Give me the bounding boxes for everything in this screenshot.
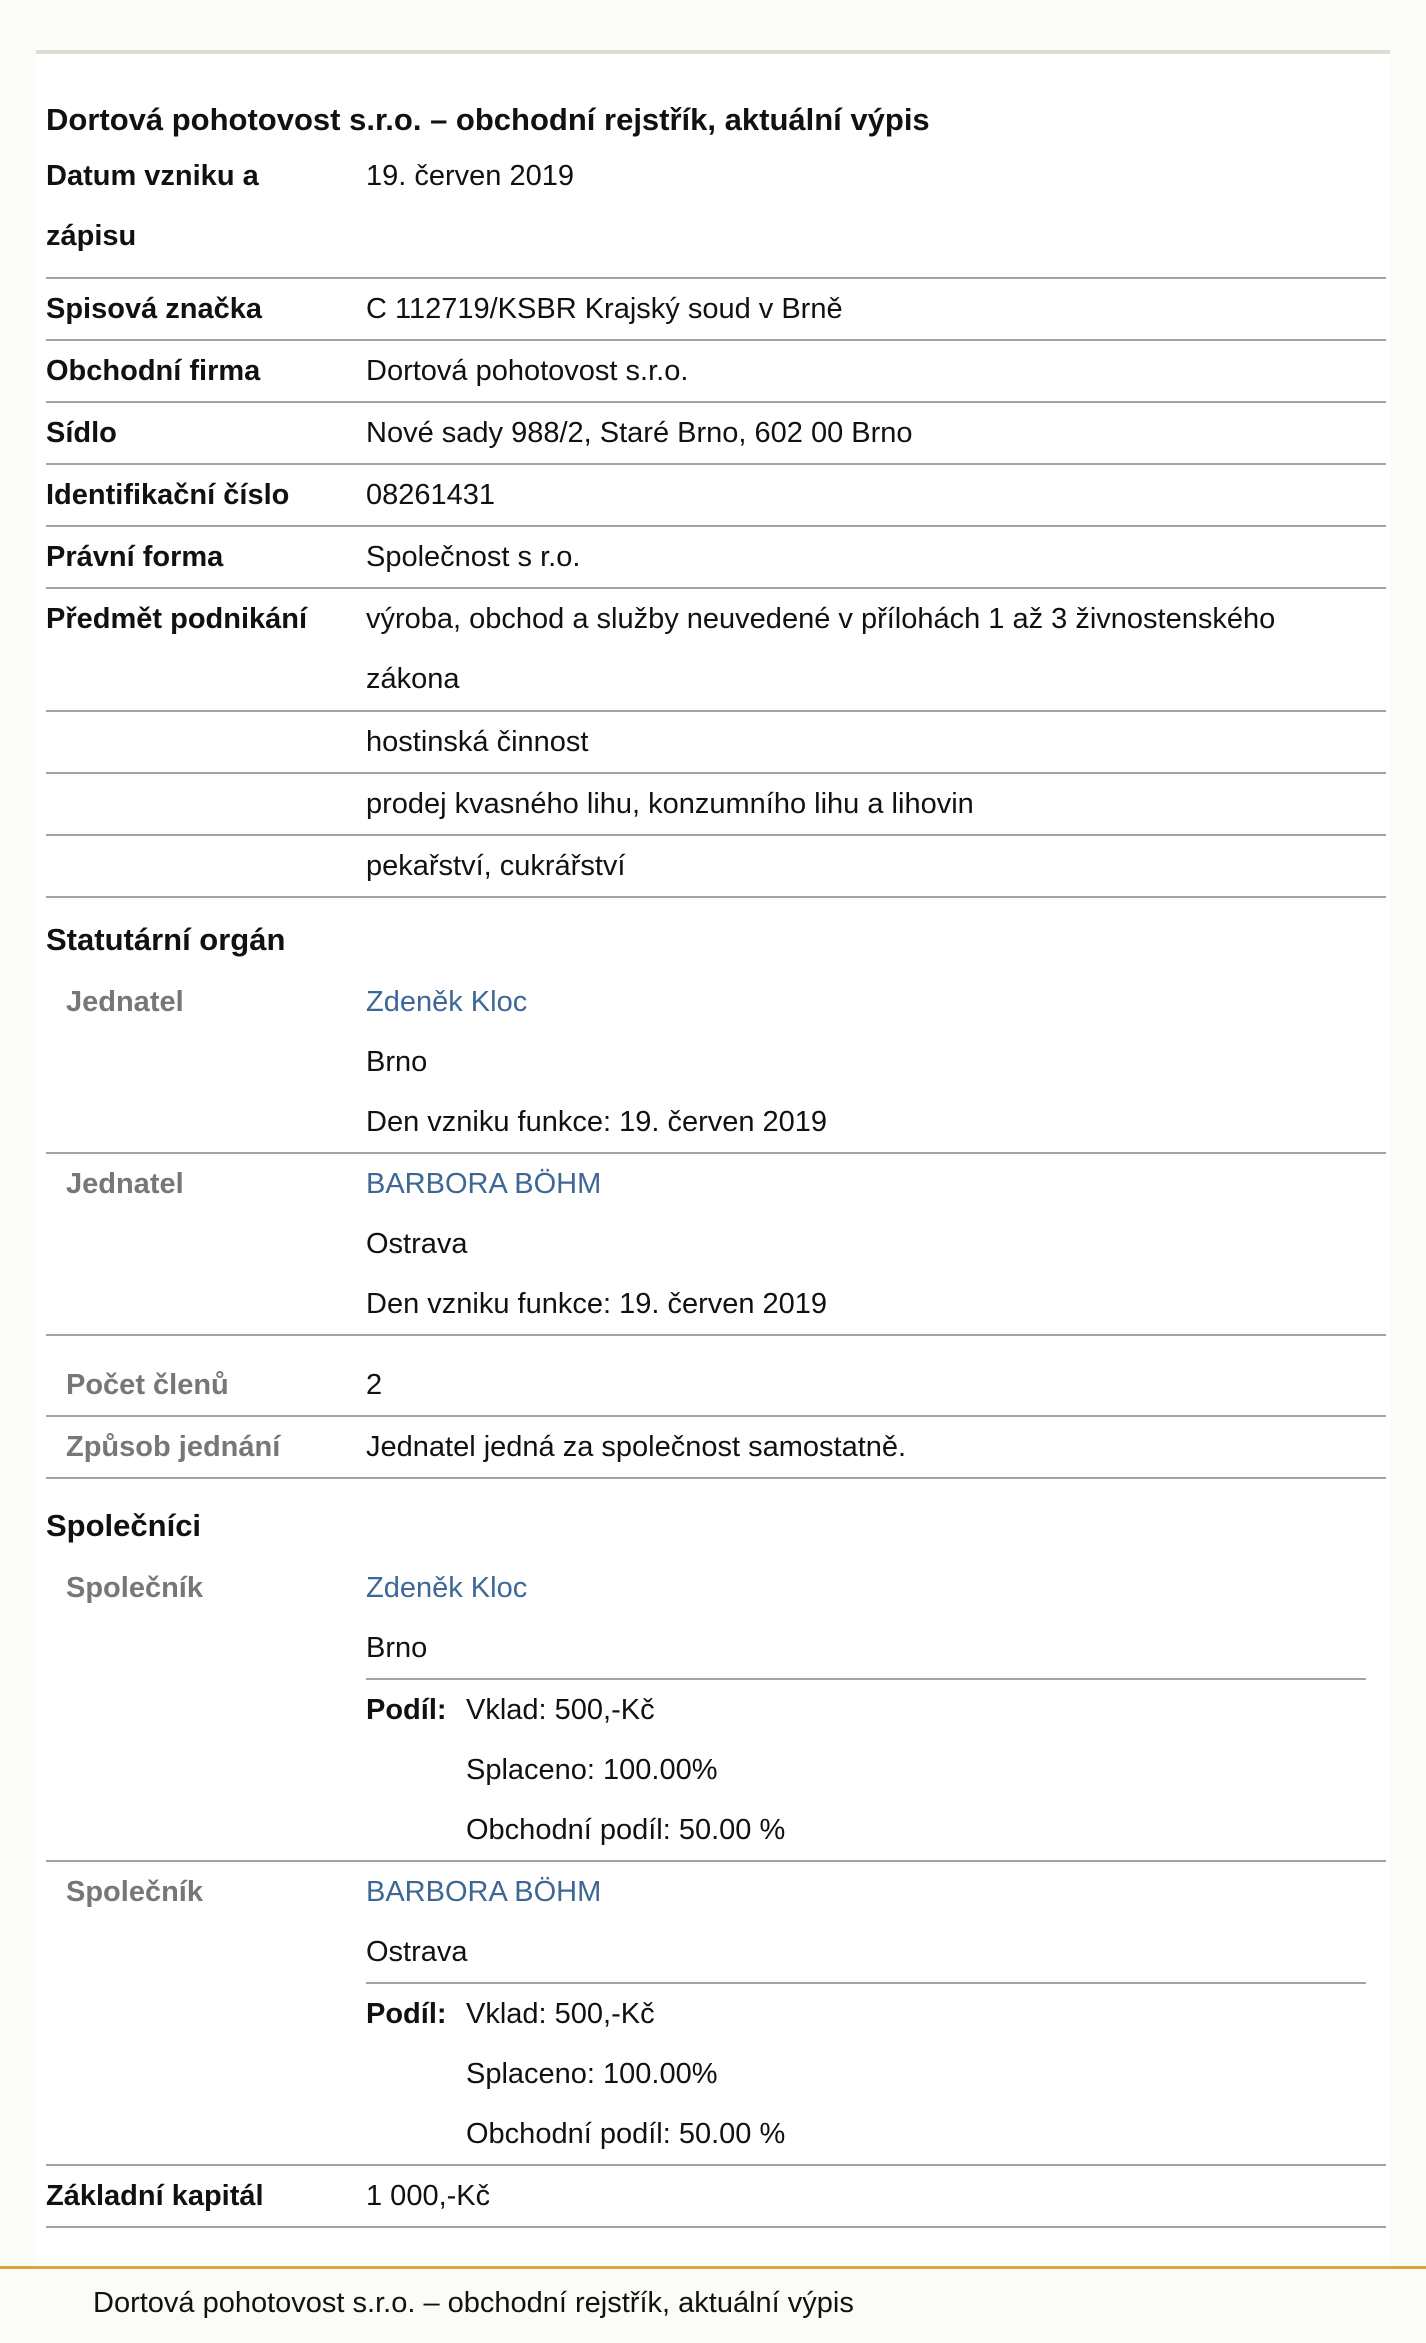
row-label: Společník [66,1572,203,1604]
footer-text: Dortová pohotovost s.r.o. – obchodní rejstřík, aktuální výpis [93,2287,854,2319]
vklad-value: Vklad: 500,-Kč [466,1998,655,2030]
obchodni-podil-value: Obchodní podíl: 50.00 % [466,1814,786,1846]
row-value: 19. červen 2019 [366,160,574,192]
person-link[interactable]: BARBORA BÖHM [366,1876,602,1908]
splaceno-value: Splaceno: 100.00% [466,2058,718,2090]
row-predmet-item [46,712,1386,774]
person-city: Brno [366,1046,428,1078]
row-value: Společnost s r.o. [366,541,581,573]
row-label: Společník [66,1876,203,1908]
podil-values [466,1680,785,1860]
row-value: 08261431 [366,479,496,511]
row-obchodni-firma [46,341,1386,403]
podil-label: Podíl: [366,1694,447,1726]
row-label: Způsob jednání [66,1431,281,1463]
row-label: Datum vzniku a zápisu [46,160,259,252]
row-value [366,972,1366,1152]
row-pocet-clenu [46,1355,1386,1417]
person-city: Ostrava [366,1936,468,1968]
podil-values [466,1984,785,2164]
row-jednatel [46,1154,1386,1336]
row-value: Nové sady 988/2, Staré Brno, 602 00 Brno [366,417,913,449]
row-value [366,1558,1366,1678]
section-heading-spolecnici: Společníci [46,1508,202,1543]
row-datum-vzniku [46,146,1386,279]
row-label: Počet členů [66,1369,229,1401]
row-label: Sídlo [46,417,117,449]
row-value [366,589,1366,709]
row-spisova-znacka [46,279,1386,341]
row-predmet-podnikani [46,589,1386,712]
row-label: Identifikační číslo [46,479,290,511]
company-record-card [36,50,1390,2271]
row-label: Základní kapitál [46,2180,264,2212]
row-value [366,1154,1366,1334]
row-spolecnik [46,1558,1386,1862]
row-predmet-item [46,836,1386,898]
function-since: Den vzniku funkce: 19. červen 2019 [366,1106,828,1138]
row-value: Jednatel jedná za společnost samostatně. [366,1431,907,1463]
row-value: Dortová pohotovost s.r.o. [366,355,689,387]
row-label: Jednatel [66,1168,184,1200]
splaceno-value: Splaceno: 100.00% [466,1754,718,1786]
row-jednatel [46,972,1386,1154]
row-identifikacni-cislo [46,465,1386,527]
page-footer [0,2266,1426,2343]
function-since: Den vzniku funkce: 19. červen 2019 [366,1288,828,1320]
row-value: 1 000,-Kč [366,2180,491,2212]
person-city: Brno [366,1632,428,1664]
predmet-item: pekařství, cukrářství [366,850,626,882]
row-zpusob-jednani [46,1417,1386,1479]
row-pravni-forma [46,527,1386,589]
row-value: 2 [366,1369,383,1401]
person-link[interactable]: Zdeněk Kloc [366,986,528,1018]
row-label: Spisová značka [46,293,262,325]
obchodni-podil-value: Obchodní podíl: 50.00 % [466,2118,786,2150]
person-link[interactable]: Zdeněk Kloc [366,1572,528,1604]
row-label: Jednatel [66,986,184,1018]
row-sidlo [46,403,1386,465]
vklad-value: Vklad: 500,-Kč [466,1694,655,1726]
row-label: Obchodní firma [46,355,261,387]
row-value: C 112719/KSBR Krajský soud v Brně [366,293,843,325]
predmet-item: výroba, obchod a služby neuvedené v přílohách 1 až 3 živnostenského zákona [366,603,1276,695]
predmet-item: hostinská činnost [366,726,589,758]
person-city: Ostrava [366,1228,468,1260]
section-heading-statutarni-organ: Statutární orgán [46,922,286,957]
row-label: Právní forma [46,541,224,573]
page-title: Dortová pohotovost s.r.o. – obchodní rejstřík, aktuální výpis [46,102,930,137]
row-label: Předmět podnikání [46,603,308,635]
row-predmet-item [46,774,1386,836]
person-link[interactable]: BARBORA BÖHM [366,1168,602,1200]
podil-label: Podíl: [366,1998,447,2030]
predmet-item: prodej kvasného lihu, konzumního lihu a lihovin [366,788,974,820]
row-value [366,1862,1366,1982]
row-spolecnik [46,1862,1386,2166]
row-zakladni-kapital [46,2166,1386,2228]
